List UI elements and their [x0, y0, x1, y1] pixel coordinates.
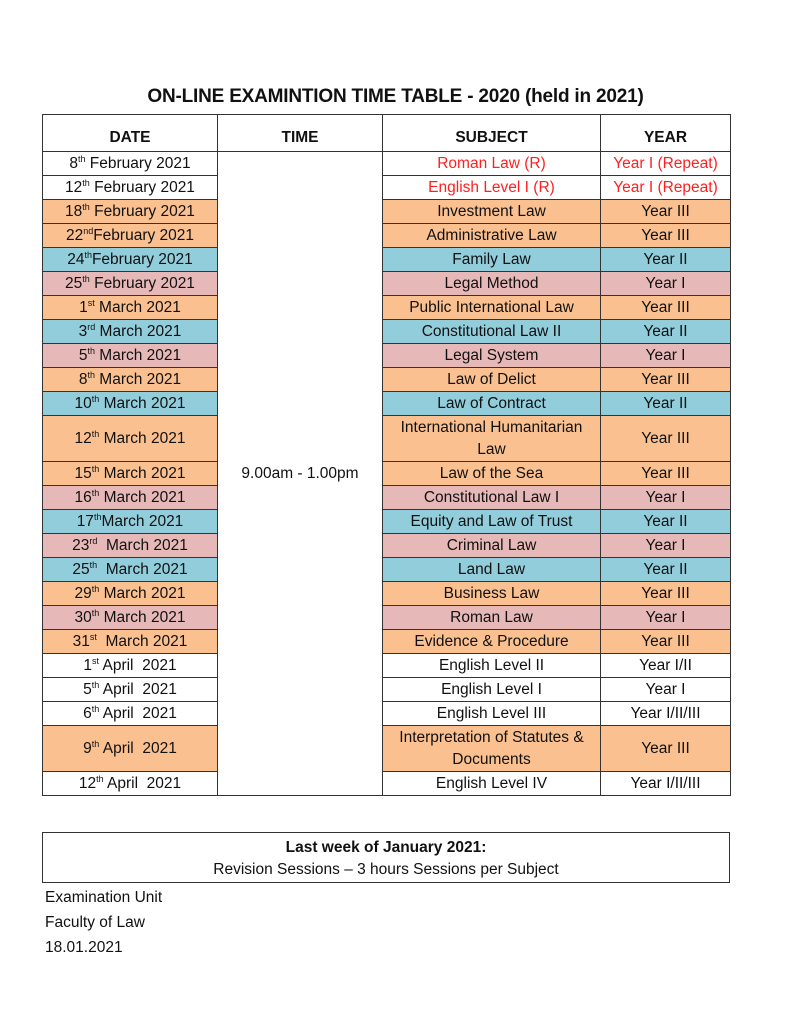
year-cell: Year I	[601, 344, 731, 368]
subject-cell: Roman Law	[383, 606, 601, 630]
date-day: 23	[72, 536, 90, 554]
date-day: 6	[83, 704, 92, 722]
table-row	[43, 772, 731, 796]
date-month-year: March 2021	[97, 536, 188, 554]
page-title: ON-LINE EXAMINTION TIME TABLE - 2020 (held in 2021)	[147, 86, 644, 107]
year-cell: Year III	[601, 368, 731, 392]
header-date: DATE	[43, 115, 218, 152]
date-ordinal-suffix: th	[84, 249, 92, 260]
date-day: 9	[83, 739, 92, 757]
table-row	[43, 486, 731, 510]
subject-cell: Constitutional Law I	[383, 486, 601, 510]
subject-cell: Roman Law (R)	[383, 152, 601, 176]
date-day: 30	[74, 608, 92, 626]
date-day: 16	[74, 488, 92, 506]
date-month-year: February 2021	[89, 202, 195, 220]
year-cell: Year II	[601, 510, 731, 534]
table-row	[43, 200, 731, 224]
date-month-year: April 2021	[99, 739, 177, 757]
year-cell: Year I (Repeat)	[601, 176, 731, 200]
date-month-year: March 2021	[95, 322, 182, 340]
table-row	[43, 534, 731, 558]
date-cell	[43, 582, 218, 606]
subject-cell: Interpretation of Statutes & Documents	[383, 726, 601, 772]
table-row	[43, 630, 731, 654]
header-year: YEAR	[601, 115, 731, 152]
date-ordinal-suffix: st	[92, 655, 100, 666]
table-row	[43, 702, 731, 726]
date-ordinal-suffix: st	[89, 631, 97, 642]
date-ordinal-suffix: th	[91, 393, 100, 404]
date-cell	[43, 726, 218, 772]
table-row	[43, 606, 731, 630]
subject-cell: Administrative Law	[383, 224, 601, 248]
date-cell	[43, 200, 218, 224]
date-ordinal-suffix: th	[89, 559, 98, 570]
year-cell: Year I (Repeat)	[601, 152, 731, 176]
year-cell: Year II	[601, 320, 731, 344]
table-row	[43, 462, 731, 486]
subject-cell: Business Law	[383, 582, 601, 606]
subject-cell: Equity and Law of Trust	[383, 510, 601, 534]
date-month-year: March 2021	[94, 298, 181, 316]
date-day: 29	[74, 584, 92, 602]
date-ordinal-suffix: th	[91, 738, 100, 749]
date-day: 5	[78, 346, 88, 364]
subject-cell: English Level I (R)	[383, 176, 601, 200]
date-day: 17	[76, 512, 94, 530]
timetable	[42, 114, 731, 796]
date-ordinal-suffix: th	[91, 679, 100, 690]
date-ordinal-suffix: nd	[83, 225, 94, 236]
date-ordinal-suffix: th	[82, 177, 90, 188]
date-cell	[43, 678, 218, 702]
year-cell: Year III	[601, 200, 731, 224]
subject-cell: Law of Delict	[383, 368, 601, 392]
table-row	[43, 176, 731, 200]
year-cell: Year I/II/III	[601, 772, 731, 796]
subject-cell: Criminal Law	[383, 534, 601, 558]
date-month-year: March 2021	[99, 429, 186, 447]
table-row	[43, 510, 731, 534]
date-ordinal-suffix: th	[91, 703, 100, 714]
date-cell	[43, 462, 218, 486]
table-row	[43, 678, 731, 702]
date-cell	[43, 344, 218, 368]
date-cell	[43, 654, 218, 678]
date-month-year: March 2021	[94, 370, 182, 388]
date-cell	[43, 176, 218, 200]
date-month-year: March 2021	[96, 632, 188, 650]
table-row	[43, 726, 731, 772]
time-cell: 9.00am - 1.00pm	[218, 152, 383, 796]
subject-cell: Evidence & Procedure	[383, 630, 601, 654]
date-ordinal-suffix: th	[91, 607, 100, 618]
date-cell	[43, 486, 218, 510]
date-day: 8	[78, 370, 88, 388]
date-cell	[43, 296, 218, 320]
date-cell	[43, 368, 218, 392]
year-cell: Year II	[601, 392, 731, 416]
date-cell	[43, 630, 218, 654]
date-day: 3	[78, 322, 88, 340]
date-cell	[43, 416, 218, 462]
date-day: 10	[74, 394, 92, 412]
date-ordinal-suffix: th	[91, 487, 100, 498]
year-cell: Year III	[601, 582, 731, 606]
date-month-year: March 2021	[94, 346, 182, 364]
date-month-year: April 2021	[99, 704, 177, 722]
date-month-year: March 2021	[99, 488, 186, 506]
year-cell: Year I/II/III	[601, 702, 731, 726]
date-month-year: March 2021	[97, 560, 188, 578]
date-month-year: February 2021	[91, 250, 193, 268]
table-row	[43, 416, 731, 462]
date-month-year: April 2021	[99, 656, 177, 674]
date-day: 31	[72, 632, 90, 650]
year-cell: Year III	[601, 726, 731, 772]
date-month-year: March 2021	[99, 584, 186, 602]
timetable-body	[43, 152, 731, 796]
table-row	[43, 392, 731, 416]
signature-faculty: Faculty of Law	[45, 914, 145, 931]
year-cell: Year III	[601, 630, 731, 654]
year-cell: Year III	[601, 224, 731, 248]
date-ordinal-suffix: th	[82, 201, 90, 212]
date-cell	[43, 248, 218, 272]
subject-cell: Investment Law	[383, 200, 601, 224]
table-row	[43, 558, 731, 582]
date-day: 18	[65, 202, 83, 220]
date-day: 25	[72, 560, 90, 578]
subject-cell: Law of the Sea	[383, 462, 601, 486]
date-cell	[43, 272, 218, 296]
date-day: 25	[65, 274, 83, 292]
subject-cell: English Level III	[383, 702, 601, 726]
date-month-year: February 2021	[89, 274, 195, 292]
table-row	[43, 248, 731, 272]
date-cell	[43, 224, 218, 248]
date-ordinal-suffix: rd	[87, 321, 96, 332]
date-day: 8	[69, 154, 78, 172]
year-cell: Year I	[601, 534, 731, 558]
subject-cell: Law of Contract	[383, 392, 601, 416]
date-day: 12	[74, 429, 92, 447]
subject-cell: Legal Method	[383, 272, 601, 296]
table-row	[43, 344, 731, 368]
year-cell: Year I	[601, 272, 731, 296]
year-cell: Year III	[601, 416, 731, 462]
date-month-year: February 2021	[85, 154, 191, 172]
year-cell: Year III	[601, 296, 731, 320]
date-cell	[43, 606, 218, 630]
date-cell	[43, 152, 218, 176]
year-cell: Year II	[601, 558, 731, 582]
date-cell	[43, 392, 218, 416]
date-day: 5	[83, 680, 92, 698]
signature-block	[45, 885, 162, 960]
date-day: 15	[74, 464, 92, 482]
date-cell	[43, 510, 218, 534]
year-cell: Year II	[601, 248, 731, 272]
date-day: 12	[78, 774, 97, 792]
date-cell	[43, 702, 218, 726]
revision-note-body: Revision Sessions – 3 hours Sessions per Subject	[213, 861, 559, 878]
header-row	[43, 115, 731, 152]
date-month-year: April 2021	[103, 774, 182, 792]
date-month-year: March 2021	[101, 512, 184, 530]
date-ordinal-suffix: th	[91, 583, 100, 594]
year-cell: Year I	[601, 678, 731, 702]
table-row	[43, 152, 731, 176]
table-row	[43, 654, 731, 678]
subject-cell: English Level IV	[383, 772, 601, 796]
date-ordinal-suffix: th	[87, 345, 95, 356]
year-cell: Year I	[601, 486, 731, 510]
subject-cell: Land Law	[383, 558, 601, 582]
date-month-year: March 2021	[99, 464, 186, 482]
date-day: 1	[79, 298, 88, 316]
subject-cell: Family Law	[383, 248, 601, 272]
date-ordinal-suffix: th	[77, 153, 86, 164]
table-row	[43, 296, 731, 320]
year-cell: Year I/II	[601, 654, 731, 678]
subject-cell: Constitutional Law II	[383, 320, 601, 344]
date-cell	[43, 772, 218, 796]
date-ordinal-suffix: th	[96, 773, 104, 784]
date-day: 12	[65, 178, 83, 196]
subject-cell: International Humanitarian Law	[383, 416, 601, 462]
date-cell	[43, 320, 218, 344]
date-cell	[43, 558, 218, 582]
date-day: 24	[67, 250, 85, 268]
header-subject: SUBJECT	[383, 115, 601, 152]
subject-cell: Public International Law	[383, 296, 601, 320]
date-day: 22	[65, 226, 84, 244]
signature-unit: Examination Unit	[45, 889, 163, 906]
date-ordinal-suffix: th	[93, 511, 102, 522]
revision-note	[42, 832, 730, 883]
date-cell	[43, 534, 218, 558]
date-ordinal-suffix: th	[87, 369, 95, 380]
date-month-year: April 2021	[99, 680, 177, 698]
subject-cell: English Level II	[383, 654, 601, 678]
date-ordinal-suffix: th	[91, 428, 100, 439]
table-row	[43, 582, 731, 606]
date-ordinal-suffix: th	[91, 463, 100, 474]
date-month-year: March 2021	[99, 394, 186, 412]
table-row	[43, 224, 731, 248]
signature-date: 18.01.2021	[45, 939, 123, 956]
date-month-year: February 2021	[93, 226, 195, 244]
date-month-year: March 2021	[99, 608, 186, 626]
header-time: TIME	[218, 115, 383, 152]
table-row	[43, 368, 731, 392]
subject-cell: Legal System	[383, 344, 601, 368]
year-cell: Year I	[601, 606, 731, 630]
date-month-year: February 2021	[89, 178, 195, 196]
date-ordinal-suffix: rd	[89, 535, 98, 546]
table-row	[43, 320, 731, 344]
year-cell: Year III	[601, 462, 731, 486]
date-ordinal-suffix: st	[87, 297, 95, 308]
revision-note-heading: Last week of January 2021:	[285, 839, 487, 856]
date-ordinal-suffix: th	[82, 273, 90, 284]
table-row	[43, 272, 731, 296]
date-day: 1	[83, 656, 93, 674]
subject-cell: English Level I	[383, 678, 601, 702]
